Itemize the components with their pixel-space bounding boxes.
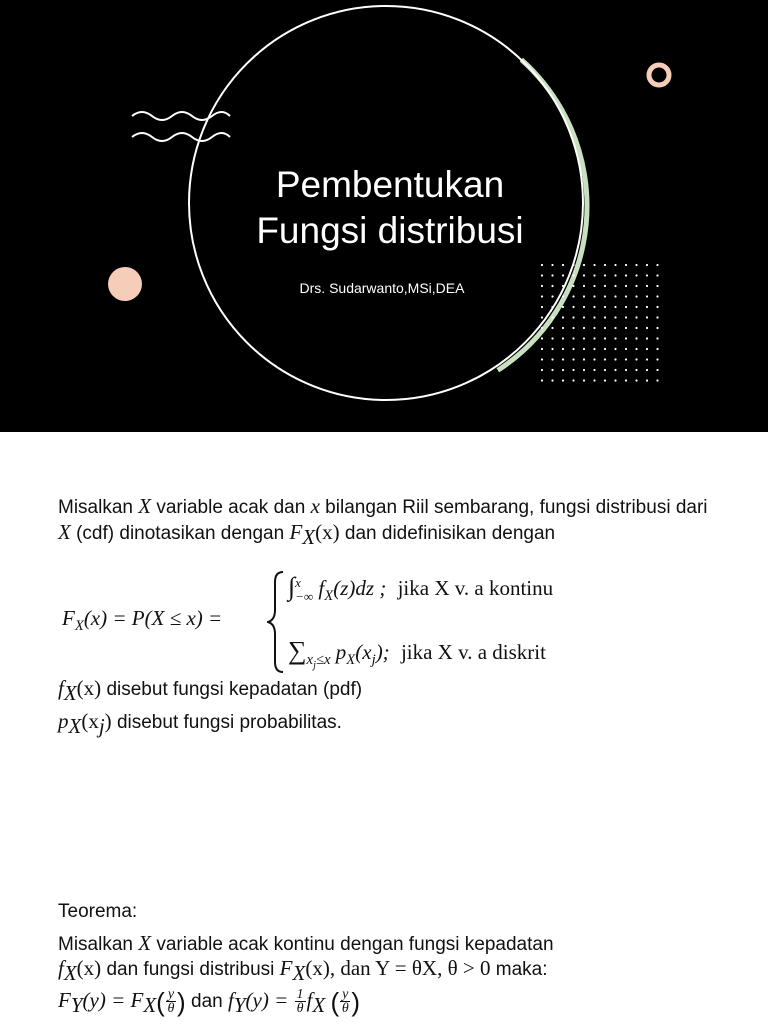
grid-dot bbox=[562, 306, 564, 308]
grid-dot bbox=[635, 337, 637, 339]
grid-dot bbox=[646, 306, 648, 308]
grid-dot bbox=[593, 306, 595, 308]
grid-dot bbox=[593, 369, 595, 371]
grid-dot bbox=[604, 369, 606, 371]
grid-dot bbox=[614, 316, 616, 318]
slide-title-line1: Pembentukan bbox=[275, 164, 505, 205]
ring-icon bbox=[649, 65, 669, 85]
grid-dot bbox=[551, 316, 553, 318]
wave-line-2 bbox=[132, 133, 230, 141]
grid-dot bbox=[572, 337, 574, 339]
grid-dot bbox=[656, 264, 658, 266]
grid-dot bbox=[541, 274, 543, 276]
grid-dot bbox=[656, 337, 658, 339]
grid-dot bbox=[551, 264, 553, 266]
grid-dot bbox=[656, 327, 658, 329]
grid-dot bbox=[604, 316, 606, 318]
grid-dot bbox=[604, 348, 606, 350]
grid-dot bbox=[583, 285, 585, 287]
grid-dot bbox=[593, 274, 595, 276]
grid-dot bbox=[604, 379, 606, 381]
grid-dot bbox=[604, 337, 606, 339]
grid-dot bbox=[593, 379, 595, 381]
grid-dot bbox=[572, 316, 574, 318]
grid-dot bbox=[635, 316, 637, 318]
grid-dot bbox=[562, 369, 564, 371]
grid-dot bbox=[562, 327, 564, 329]
grid-dot bbox=[572, 369, 574, 371]
grid-dot bbox=[625, 285, 627, 287]
grid-dot bbox=[604, 274, 606, 276]
grid-dot bbox=[656, 369, 658, 371]
grid-dot bbox=[604, 327, 606, 329]
grid-dot bbox=[562, 264, 564, 266]
grid-dot bbox=[551, 306, 553, 308]
peach-dot bbox=[108, 267, 142, 301]
grid-dot bbox=[541, 264, 543, 266]
grid-dot bbox=[635, 274, 637, 276]
grid-dot bbox=[583, 274, 585, 276]
grid-dot bbox=[656, 348, 658, 350]
grid-dot bbox=[541, 337, 543, 339]
grid-dot bbox=[614, 337, 616, 339]
grid-dot bbox=[625, 327, 627, 329]
grid-dot bbox=[656, 306, 658, 308]
grid-dot bbox=[593, 327, 595, 329]
author-name: Drs. Sudarwanto,MSi,DEA bbox=[299, 280, 465, 296]
grid-dot bbox=[635, 306, 637, 308]
wave-line-1 bbox=[132, 112, 230, 120]
grid-dot bbox=[593, 316, 595, 318]
grid-dot bbox=[625, 379, 627, 381]
grid-dot bbox=[625, 316, 627, 318]
grid-dot bbox=[572, 358, 574, 360]
grid-dot bbox=[646, 379, 648, 381]
grid-dot bbox=[604, 295, 606, 297]
grid-dot bbox=[656, 358, 658, 360]
case-discrete: $\sum_{x_j\le x}$ $p_X(x_j)$; jika X v. a diskrit bbox=[288, 636, 546, 672]
grid-dot bbox=[583, 358, 585, 360]
grid-dot bbox=[593, 337, 595, 339]
grid-dot bbox=[551, 348, 553, 350]
left-brace bbox=[267, 570, 287, 674]
grid-dot bbox=[635, 327, 637, 329]
grid-dot bbox=[625, 369, 627, 371]
grid-dot bbox=[593, 264, 595, 266]
grid-dot bbox=[635, 295, 637, 297]
grid-dot bbox=[572, 274, 574, 276]
grid-dot bbox=[625, 295, 627, 297]
grid-dot bbox=[646, 358, 648, 360]
grid-dot bbox=[635, 358, 637, 360]
grid-dot bbox=[562, 358, 564, 360]
grid-dot bbox=[614, 348, 616, 350]
grid-dot bbox=[614, 295, 616, 297]
grid-dot bbox=[541, 379, 543, 381]
grid-dot bbox=[541, 327, 543, 329]
grid-dot bbox=[541, 348, 543, 350]
grid-dot bbox=[646, 369, 648, 371]
grid-dot bbox=[551, 379, 553, 381]
grid-dot bbox=[541, 316, 543, 318]
grid-dot bbox=[583, 306, 585, 308]
grid-dot bbox=[614, 274, 616, 276]
grid-dot bbox=[593, 285, 595, 287]
grid-dot bbox=[646, 337, 648, 339]
case-continuous: ∫ x −∞ $f_X(z)dz$ ; jika X v. a kontinu bbox=[288, 572, 554, 605]
grid-dot bbox=[562, 316, 564, 318]
grid-dot bbox=[656, 379, 658, 381]
grid-dot bbox=[656, 316, 658, 318]
grid-dot bbox=[583, 379, 585, 381]
grid-dot bbox=[583, 337, 585, 339]
grid-dot bbox=[562, 337, 564, 339]
grid-dot bbox=[583, 327, 585, 329]
grid-dot bbox=[646, 316, 648, 318]
grid-dot bbox=[614, 327, 616, 329]
grid-dot bbox=[583, 369, 585, 371]
grid-dot bbox=[625, 337, 627, 339]
grid-dot bbox=[562, 348, 564, 350]
grid-dot bbox=[604, 306, 606, 308]
grid-dot bbox=[604, 285, 606, 287]
grid-dot bbox=[583, 316, 585, 318]
grid-dot bbox=[614, 285, 616, 287]
grid-dot bbox=[656, 285, 658, 287]
grid-dot bbox=[551, 369, 553, 371]
grid-dot bbox=[562, 379, 564, 381]
grid-dot bbox=[572, 348, 574, 350]
grid-dot bbox=[583, 264, 585, 266]
grid-dot bbox=[646, 264, 648, 266]
grid-dot bbox=[614, 306, 616, 308]
grid-dot bbox=[625, 358, 627, 360]
grid-dot bbox=[604, 264, 606, 266]
theorem-line-1: Misalkan X variable acak kontinu dengan fungsi kepadatan bbox=[58, 931, 554, 955]
grid-dot bbox=[614, 369, 616, 371]
grid-dot bbox=[646, 327, 648, 329]
grid-dot bbox=[646, 274, 648, 276]
grid-dot bbox=[541, 369, 543, 371]
grid-dot bbox=[583, 295, 585, 297]
grid-dot bbox=[614, 264, 616, 266]
pdf-line: $f_X(x)$ disebut fungsi kepadatan (pdf) bbox=[58, 676, 363, 705]
grid-dot bbox=[572, 379, 574, 381]
grid-dot bbox=[646, 295, 648, 297]
grid-dot bbox=[593, 348, 595, 350]
slide-title-line2: Fungsi distribusi bbox=[256, 210, 524, 251]
grid-dot bbox=[614, 358, 616, 360]
grid-dot bbox=[625, 306, 627, 308]
probability-line: $p_X(x_j)$ disebut fungsi probabilitas. bbox=[58, 709, 342, 738]
grid-dot bbox=[551, 337, 553, 339]
grid-dot bbox=[572, 264, 574, 266]
grid-dot bbox=[541, 306, 543, 308]
title-slide bbox=[0, 0, 768, 432]
grid-dot bbox=[572, 306, 574, 308]
grid-dot bbox=[625, 264, 627, 266]
theorem-heading: Teorema: bbox=[58, 901, 138, 922]
grid-dot bbox=[551, 274, 553, 276]
grid-dot bbox=[593, 295, 595, 297]
grid-dot bbox=[583, 348, 585, 350]
grid-dot bbox=[541, 358, 543, 360]
formula-lhs: $F_X(x) = P(X \le x)$ = bbox=[62, 606, 223, 635]
grid-dot bbox=[635, 264, 637, 266]
definition-paragraph: Misalkan X variable acak dan x bilangan Riil sembarang, fungsi distribusi dari X (cdf) dinotasikan dengan $F_X(x)$ dan didefinisikan dengan bbox=[58, 494, 708, 549]
cdf-definition-formula bbox=[62, 568, 702, 678]
grid-dot bbox=[625, 274, 627, 276]
theorem-formula: $F_Y(y) = F_X$( $\frac{y}{\theta}$ ) dan $f_Y(y)$ = $\frac{1}{\theta}$ $f_X$ ( $\frac{y}{\theta}$ ) bbox=[58, 986, 361, 1017]
grid-dot bbox=[572, 327, 574, 329]
grid-dot bbox=[562, 274, 564, 276]
grid-dot bbox=[635, 379, 637, 381]
grid-dot bbox=[635, 369, 637, 371]
grid-dot bbox=[656, 295, 658, 297]
grid-dot bbox=[635, 348, 637, 350]
grid-dot bbox=[593, 358, 595, 360]
grid-dot bbox=[625, 348, 627, 350]
grid-dot bbox=[551, 358, 553, 360]
grid-dot bbox=[635, 285, 637, 287]
grid-dot bbox=[656, 274, 658, 276]
grid-dot bbox=[614, 379, 616, 381]
grid-dot bbox=[604, 358, 606, 360]
grid-dot bbox=[646, 348, 648, 350]
grid-dot bbox=[551, 327, 553, 329]
content-slide bbox=[0, 432, 768, 1024]
theorem-line-2: $f_X(x)$ dan fungsi distribusi $F_X(x)$, dan Y = θX, θ > 0 maka: bbox=[58, 956, 548, 985]
grid-dot bbox=[646, 285, 648, 287]
